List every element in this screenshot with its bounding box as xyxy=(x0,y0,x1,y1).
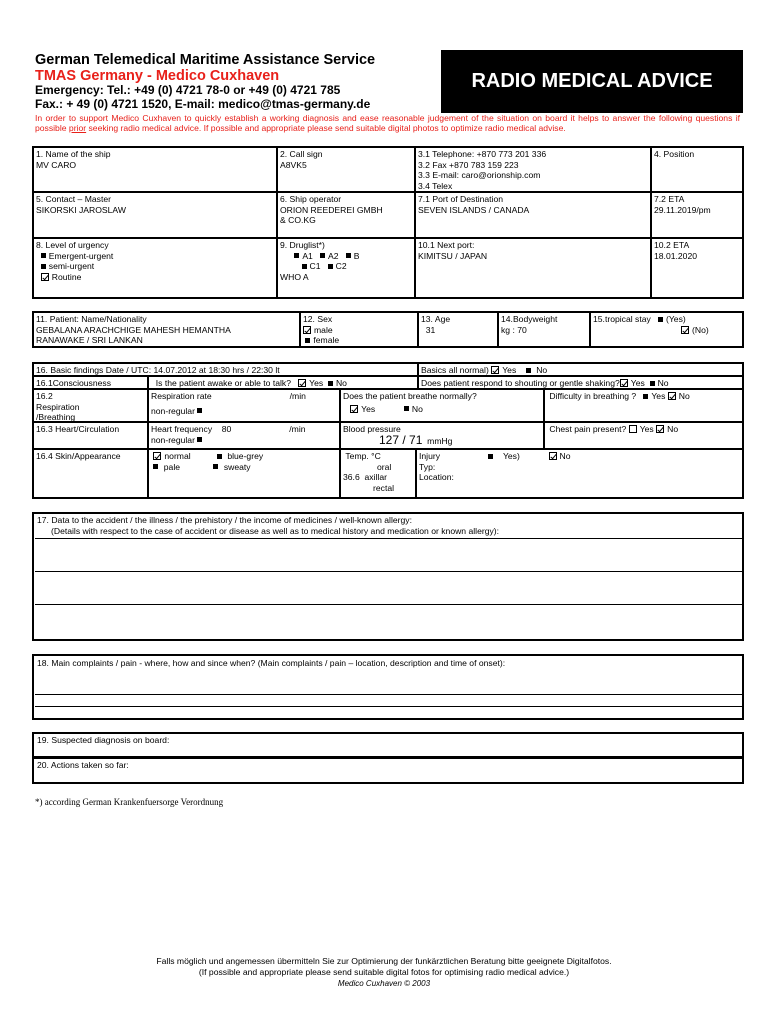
field-tropical-stay: 15.tropical stay (Yes) (No) xyxy=(590,312,743,347)
chest-pain[interactable]: Chest pain present? Yes No xyxy=(544,422,743,449)
basics-normal[interactable]: Basics all normal) Yes No xyxy=(418,363,743,376)
row-skin: 16.4 Skin/Appearance xyxy=(33,449,148,498)
section-18-input[interactable] xyxy=(35,670,742,718)
skin-appearance[interactable]: normal blue-grey pale sweaty xyxy=(148,449,340,498)
checkbox-bullet-icon xyxy=(153,464,158,469)
urgency-routine[interactable]: Routine xyxy=(36,272,274,283)
org-name: German Telemedical Maritime Assistance Service xyxy=(35,52,376,68)
checkbox-bullet-icon xyxy=(488,454,493,459)
field-urgency: 8. Level of urgency Emergent-urgent semi-urgent Routine xyxy=(33,238,277,298)
blood-pressure[interactable]: Blood pressure 127 / 71 mmHg xyxy=(340,422,544,449)
druglist-a1-box[interactable] xyxy=(294,253,299,258)
section-17-input[interactable] xyxy=(35,539,742,639)
temperature[interactable]: Temp. °C oral 36.6 axillar rectal xyxy=(340,449,416,498)
field-patient-name[interactable]: 11. Patient: Name/Nationality GEBALANA ARACHCHIGE MAHESH HEMANTHA RANAWAKE / SRI LANKAN xyxy=(33,312,300,347)
druglist-a2-box[interactable] xyxy=(320,253,325,258)
awake-question[interactable]: Is the patient awake or able to talk? Yes No xyxy=(148,376,418,389)
service-name: TMAS Germany - Medico Cuxhaven xyxy=(35,68,280,84)
checked-box-icon xyxy=(491,366,499,374)
row-respiration: 16.2 Respiration /Breathing xyxy=(33,389,148,422)
respiration-rate[interactable]: Respiration rate /min non-regular xyxy=(148,389,340,422)
empty-box-icon xyxy=(629,425,637,433)
field-ship-name[interactable]: 1. Name of the ship MV CARO xyxy=(33,147,277,192)
urgency-emergent[interactable]: Emergent-urgent xyxy=(36,251,274,262)
emergency-contact: Emergency: Tel.: +49 (0) 4721 78-0 or +49 (0) 4721 785 xyxy=(35,83,341,97)
field-port-destination[interactable]: 7.1 Port of Destination SEVEN ISLANDS / CANADA xyxy=(415,192,651,238)
tropical-yes-box[interactable] xyxy=(658,317,663,322)
checkbox-bullet-icon xyxy=(213,464,218,469)
checkbox-bullet-icon xyxy=(643,394,648,399)
checked-box-icon xyxy=(668,392,676,400)
sex-male[interactable]: male xyxy=(303,325,415,336)
form-title-badge: RADIO MEDICAL ADVICE xyxy=(441,50,743,113)
footer-german: Falls möglich und angemessen übermitteln Sie zur Optimierung der funkärztlichen Beratung bitte geeignete Digitalfotos. xyxy=(156,956,612,966)
field-next-port[interactable]: 10.1 Next port: KIMITSU / JAPAN xyxy=(415,238,651,298)
footnote: *) according German Krankenfuersorge Verordnung xyxy=(35,797,224,807)
section-17-subtitle: (Details with respect to the case of accident or disease as well as to medical history and medication or known allergy): xyxy=(51,526,500,536)
checkbox-bullet-icon xyxy=(328,381,333,386)
section-18-title: 18. Main complaints / pain - where, how and since when? (Main complaints / pain – location, description and time of onset): xyxy=(37,658,506,668)
sex-female[interactable]: female xyxy=(303,335,415,346)
field-position[interactable]: 4. Position xyxy=(651,147,743,192)
field-bodyweight[interactable]: 14.Bodyweight kg : 70 xyxy=(498,312,590,347)
checked-box-icon xyxy=(620,379,628,387)
checkbox-bullet-icon xyxy=(404,406,409,411)
checkbox-bullet-icon xyxy=(305,338,310,343)
section-19-title: 19. Suspected diagnosis on board: xyxy=(37,735,170,745)
checked-box-icon xyxy=(153,452,161,460)
difficulty-breathing[interactable]: Difficulty in breathing ? Yes No xyxy=(544,389,743,422)
druglist-c2-box[interactable] xyxy=(328,264,333,269)
druglist-c1-box[interactable] xyxy=(302,264,307,269)
checked-box-icon xyxy=(656,425,664,433)
shout-question[interactable]: Does patient respond to shouting or gentle shaking? Yes No xyxy=(418,376,743,389)
urgency-semi[interactable]: semi-urgent xyxy=(36,261,274,272)
field-ship-operator[interactable]: 6. Ship operator ORION REEDEREI GMBH & CO.KG xyxy=(277,192,415,238)
footer-english: (If possible and appropriate please send suitable digital fotos for optimising radio medical advice.) xyxy=(198,967,570,977)
checkbox-bullet-icon xyxy=(197,437,202,442)
checkbox-bullet-icon xyxy=(526,368,531,373)
section-17-title: 17. Data to the accident / the illness / the prehistory / the income of medicines / well-known allergy: xyxy=(37,515,412,525)
row-consciousness: 16.1Consciousness xyxy=(33,376,148,389)
findings-header: 16. Basic findings Date / UTC: 14.07.2012 at 18:30 hrs / 22:30 lt xyxy=(33,363,418,376)
intro-text: In order to support Medico Cuxhaven to quickly establish a working diagnosis and ease reasonable judgement of the situation on board it helps to answer the following questions if possible prior seeking radio medical advice. If possible and appropriate please send suitable digital photos to optimize radio medical advise. xyxy=(35,113,740,133)
section-20[interactable] xyxy=(32,757,744,784)
fax-email-contact: Fax.: + 49 (0) 4721 1520, E-mail: medico@tmas-germany.de xyxy=(35,97,371,111)
checked-box-icon xyxy=(298,379,306,387)
checked-box-icon xyxy=(41,273,49,281)
field-sex: 12. Sex male female xyxy=(300,312,418,347)
injury[interactable]: Injury Yes) No Typ: Location: xyxy=(416,449,743,498)
checked-box-icon xyxy=(549,452,557,460)
checked-box-icon xyxy=(303,326,311,334)
field-contact-master[interactable]: 5. Contact – Master SIKORSKI JAROSLAW xyxy=(33,192,277,238)
checkbox-bullet-icon xyxy=(41,253,46,258)
field-communications[interactable]: 3.1 Telephone: +870 773 201 336 3.2 Fax +870 783 159 223 3.3 E-mail: caro@orionship.com 3.4 Telex xyxy=(415,147,651,192)
checked-box-icon xyxy=(350,405,358,413)
checkbox-bullet-icon xyxy=(41,264,46,269)
field-eta-destination[interactable]: 7.2 ETA 29.11.2019/pm xyxy=(651,192,743,238)
footer-copyright: Medico Cuxhaven © 2003 xyxy=(337,979,431,988)
tropical-no-box[interactable] xyxy=(681,326,689,334)
checkbox-bullet-icon xyxy=(650,381,655,386)
field-age[interactable]: 13. Age 31 xyxy=(418,312,498,347)
checkbox-bullet-icon xyxy=(217,454,222,459)
breathe-normally[interactable]: Does the patient breathe normally? Yes No xyxy=(340,389,544,422)
field-call-sign[interactable]: 2. Call sign A8VK5 xyxy=(277,147,415,192)
field-druglist: 9. Druglist*) A1 A2 B C1 C2 WHO A xyxy=(277,238,415,298)
druglist-b-box[interactable] xyxy=(346,253,351,258)
heart-frequency[interactable]: Heart frequency 80 /min non-regular xyxy=(148,422,340,449)
section-20-title: 20. Actions taken so far: xyxy=(37,760,129,770)
checkbox-bullet-icon xyxy=(197,408,202,413)
field-eta-next-port[interactable]: 10.2 ETA 18.01.2020 xyxy=(651,238,743,298)
row-heart: 16.3 Heart/Circulation xyxy=(33,422,148,449)
